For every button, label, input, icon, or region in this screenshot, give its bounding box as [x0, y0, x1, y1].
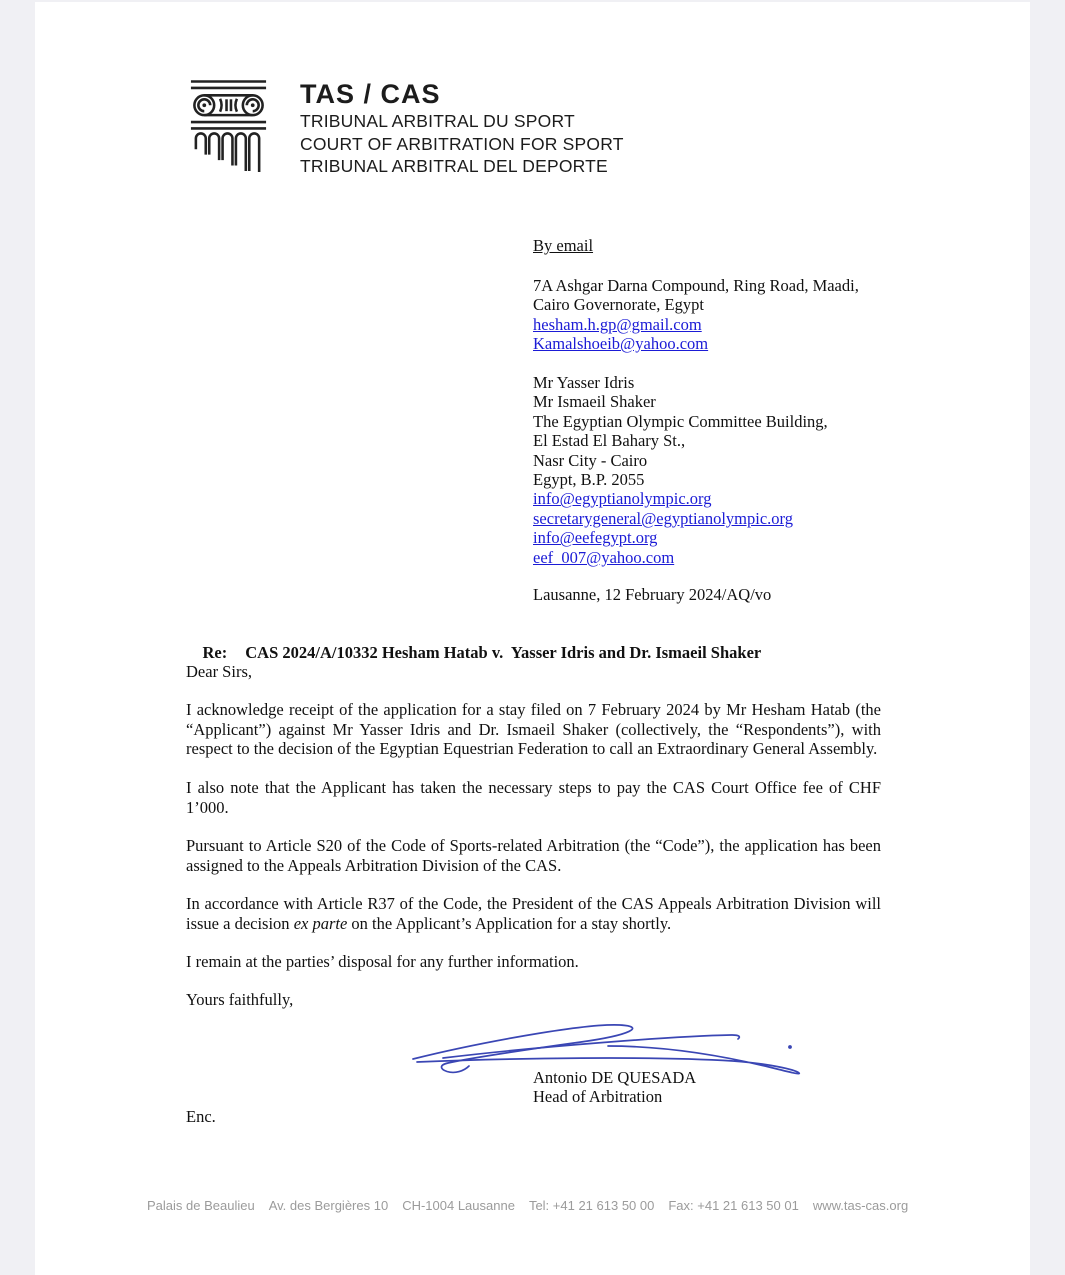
brand-subtitle-fr: TRIBUNAL ARBITRAL DU SPORT	[300, 111, 575, 131]
delivery-method: By email	[533, 236, 594, 255]
brand-title: TAS / CAS	[300, 79, 441, 109]
body-paragraph-5: I remain at the parties’ disposal for any further information.	[186, 952, 579, 971]
body-paragraph-3: Pursuant to Article S20 of the Code of Sports-related Arbitration (the “Code”), the application has been assigned to the Appeals Arbitration Division of the CAS.	[186, 836, 881, 875]
paragraph-text: on the Applicant’s Application for a stay shortly.	[347, 913, 672, 933]
brand-subtitle-en: COURT OF ARBITRATION FOR SPORT	[300, 133, 624, 154]
footer-website: www.tas-cas.org	[812, 1198, 909, 1213]
cas-column-logo-icon	[185, 78, 272, 173]
body-paragraph-2: I also note that the Applicant has taken the necessary steps to pay the CAS Court Office fee of CHF 1’000.	[186, 778, 881, 817]
address-line: Mr Yasser Idris	[533, 373, 635, 392]
brand-subtitle-es: TRIBUNAL ARBITRAL DEL DEPORTE	[300, 156, 608, 177]
address-line: El Estad El Bahary St.,	[533, 431, 686, 451]
footer-address-city: CH-1004 Lausanne	[402, 1198, 515, 1213]
signatory-title: Head of Arbitration	[533, 1087, 663, 1106]
footer-address-building: Palais de Beaulieu	[147, 1198, 255, 1213]
address-line: Egypt, B.P. 2055	[533, 470, 645, 490]
email-link[interactable]: Kamalshoeib@yahoo.com	[533, 334, 709, 354]
recipient-block-respondents	[533, 373, 828, 567]
letter-footer	[147, 1198, 937, 1213]
case-reference: CAS 2024/A/10332 Hesham Hatab v. Yasser Idris and Dr. Ismaeil Shaker	[245, 643, 762, 662]
email-link[interactable]: hesham.h.gp@gmail.com	[533, 314, 702, 334]
footer-fax: Fax: +41 21 613 50 01	[668, 1198, 799, 1213]
address-line: 7A Ashgar Darna Compound, Ring Road, Maadi,	[533, 276, 859, 295]
email-link[interactable]: eef_007@yahoo.com	[533, 547, 675, 567]
address-line: Cairo Governorate, Egypt	[533, 295, 704, 315]
reference-label: Re:	[202, 643, 228, 662]
place-date-line: Lausanne, 12 February 2024/AQ/vo	[533, 585, 772, 604]
closing-phrase: Yours faithfully,	[186, 990, 294, 1009]
footer-address-street: Av. des Bergières 10	[268, 1198, 389, 1213]
salutation: Dear Sirs,	[186, 662, 252, 681]
address-line: The Egyptian Olympic Committee Building,	[533, 411, 828, 431]
address-line: Nasr City - Cairo	[533, 450, 648, 470]
recipient-block-applicant	[533, 276, 859, 354]
letterhead	[300, 80, 624, 178]
footer-phone: Tel: +41 21 613 50 00	[528, 1198, 655, 1213]
case-reference-line	[186, 623, 880, 683]
body-paragraph-1: I acknowledge receipt of the application for a stay filed on 7 February 2024 by Mr Hesham Hatab (the “Applicant”) against Mr Yasser Idris and Dr. Ismaeil Shaker (collectively, the “Respondents”), with respect to the decision of the Egyptian Equestrian Federation to call an Extraordinary General Assembly.	[186, 700, 881, 759]
body-paragraph-4	[186, 894, 881, 933]
signatory-name: Antonio DE QUESADA	[533, 1068, 697, 1087]
latin-phrase: ex parte	[293, 913, 348, 933]
letter-page	[35, 2, 1030, 1275]
enclosure-note: Enc.	[186, 1107, 216, 1126]
email-link[interactable]: info@eefegypt.org	[533, 528, 658, 548]
email-link[interactable]: secretarygeneral@egyptianolympic.org	[533, 508, 793, 528]
address-line: Mr Ismaeil Shaker	[533, 392, 656, 412]
paragraph-text: In accordance with Article R37 of the Code, the President of the CAS Appeals Arbitration Division will issue a decision	[186, 894, 881, 933]
email-link[interactable]: info@egyptianolympic.org	[533, 489, 712, 509]
